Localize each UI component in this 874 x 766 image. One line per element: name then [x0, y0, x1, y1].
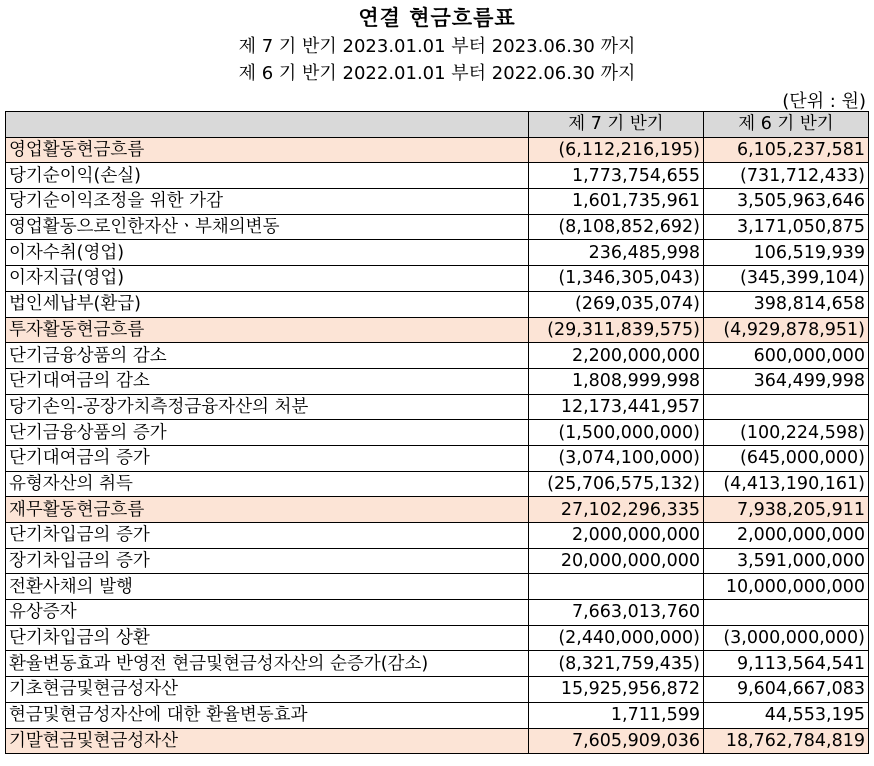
row-label: 이자지급(영업) — [6, 266, 529, 292]
header-current: 제 7 기 반기 — [529, 112, 704, 138]
row-label: 유형자산의 취득 — [6, 471, 529, 497]
row-label: 유상증자 — [6, 600, 529, 626]
row-label: 법인세납부(환급) — [6, 291, 529, 317]
table-row — [6, 677, 869, 703]
row-current-value: (29,311,839,575) — [529, 317, 704, 343]
table-row — [6, 497, 869, 523]
row-prior-value: 9,113,564,541 — [704, 651, 869, 677]
table-row — [6, 291, 869, 317]
cash-flow-table — [5, 111, 869, 754]
table-row — [6, 394, 869, 420]
table-body — [6, 137, 869, 754]
row-prior-value: 6,105,237,581 — [704, 137, 869, 163]
row-current-value: (1,346,305,043) — [529, 266, 704, 292]
row-label: 단기금융상품의 감소 — [6, 343, 529, 369]
row-label: 영업활동현금흐름 — [6, 137, 529, 163]
row-current-value: (269,035,074) — [529, 291, 704, 317]
table-row — [6, 574, 869, 600]
table-row — [6, 728, 869, 754]
row-current-value: 2,200,000,000 — [529, 343, 704, 369]
row-prior-value: 3,505,963,646 — [704, 189, 869, 215]
period-prior: 제 6 기 반기 2022.01.01 부터 2022.06.30 까지 — [238, 63, 636, 84]
row-prior-value: 3,591,000,000 — [704, 548, 869, 574]
row-prior-value: 600,000,000 — [704, 343, 869, 369]
row-label: 단기차입금의 상환 — [6, 625, 529, 651]
row-label: 환율변동효과 반영전 현금및현금성자산의 순증가(감소) — [6, 651, 529, 677]
row-label: 단기대여금의 증가 — [6, 445, 529, 471]
row-current-value: (1,500,000,000) — [529, 420, 704, 446]
row-prior-value: (645,000,000) — [704, 445, 869, 471]
row-label: 영업활동으로인한자산ㆍ부채의변동 — [6, 214, 529, 240]
row-current-value: 20,000,000,000 — [529, 548, 704, 574]
row-current-value: 1,711,599 — [529, 702, 704, 728]
row-current-value: (2,440,000,000) — [529, 625, 704, 651]
table-row — [6, 163, 869, 189]
row-current-value: 1,773,754,655 — [529, 163, 704, 189]
row-current-value: 2,000,000,000 — [529, 523, 704, 549]
page-title: 연결 현금흐름표 — [358, 6, 516, 30]
row-current-value: 1,601,735,961 — [529, 189, 704, 215]
row-current-value: 1,808,999,998 — [529, 368, 704, 394]
table-row — [6, 445, 869, 471]
row-label: 투자활동현금흐름 — [6, 317, 529, 343]
row-current-value: (8,321,759,435) — [529, 651, 704, 677]
row-current-value: (25,706,575,132) — [529, 471, 704, 497]
table-row — [6, 214, 869, 240]
row-prior-value: 106,519,939 — [704, 240, 869, 266]
row-label: 단기대여금의 감소 — [6, 368, 529, 394]
table-row — [6, 471, 869, 497]
row-current-value — [529, 574, 704, 600]
row-label: 장기차입금의 증가 — [6, 548, 529, 574]
row-prior-value: 18,762,784,819 — [704, 728, 869, 754]
row-current-value: (6,112,216,195) — [529, 137, 704, 163]
row-label: 기초현금및현금성자산 — [6, 677, 529, 703]
table-header-row — [6, 112, 869, 138]
row-prior-value — [704, 600, 869, 626]
row-label: 당기손익-공장가치측정금융자산의 처분 — [6, 394, 529, 420]
row-label: 당기순이익(손실) — [6, 163, 529, 189]
row-prior-value: 398,814,658 — [704, 291, 869, 317]
row-current-value: 7,605,909,036 — [529, 728, 704, 754]
row-prior-value: (731,712,433) — [704, 163, 869, 189]
table-row — [6, 317, 869, 343]
row-prior-value: 2,000,000,000 — [704, 523, 869, 549]
table-row — [6, 420, 869, 446]
table-row — [6, 189, 869, 215]
row-prior-value: 3,171,050,875 — [704, 214, 869, 240]
table-row — [6, 266, 869, 292]
row-label: 기말현금및현금성자산 — [6, 728, 529, 754]
row-prior-value: 7,938,205,911 — [704, 497, 869, 523]
row-label: 단기차입금의 증가 — [6, 523, 529, 549]
row-prior-value: 44,553,195 — [704, 702, 869, 728]
row-current-value: (8,108,852,692) — [529, 214, 704, 240]
row-current-value: 12,173,441,957 — [529, 394, 704, 420]
table-row — [6, 600, 869, 626]
table-row — [6, 651, 869, 677]
row-label: 이자수취(영업) — [6, 240, 529, 266]
row-label: 현금및현금성자산에 대한 환율변동효과 — [6, 702, 529, 728]
row-prior-value: 10,000,000,000 — [704, 574, 869, 600]
row-current-value: 7,663,013,760 — [529, 600, 704, 626]
header-prior: 제 6 기 반기 — [704, 112, 869, 138]
table-row — [6, 343, 869, 369]
row-prior-value: (4,413,190,161) — [704, 471, 869, 497]
row-prior-value — [704, 394, 869, 420]
table-row — [6, 523, 869, 549]
row-label: 재무활동현금흐름 — [6, 497, 529, 523]
row-prior-value: (4,929,878,951) — [704, 317, 869, 343]
period-current: 제 7 기 반기 2023.01.01 부터 2023.06.30 까지 — [238, 36, 636, 57]
row-prior-value: (100,224,598) — [704, 420, 869, 446]
row-current-value: (3,074,100,000) — [529, 445, 704, 471]
table-row — [6, 368, 869, 394]
row-prior-value: 364,499,998 — [704, 368, 869, 394]
table-row — [6, 702, 869, 728]
row-current-value: 236,485,998 — [529, 240, 704, 266]
row-current-value: 15,925,956,872 — [529, 677, 704, 703]
header-label — [6, 112, 529, 138]
row-prior-value: (3,000,000,000) — [704, 625, 869, 651]
row-prior-value: 9,604,667,083 — [704, 677, 869, 703]
row-label: 단기금융상품의 증가 — [6, 420, 529, 446]
table-row — [6, 548, 869, 574]
table-row — [6, 625, 869, 651]
row-label: 전환사채의 발행 — [6, 574, 529, 600]
row-label: 당기순이익조정을 위한 가감 — [6, 189, 529, 215]
row-prior-value: (345,399,104) — [704, 266, 869, 292]
table-row — [6, 137, 869, 163]
table-row — [6, 240, 869, 266]
unit-label: (단위 : 원) — [782, 91, 866, 112]
row-current-value: 27,102,296,335 — [529, 497, 704, 523]
